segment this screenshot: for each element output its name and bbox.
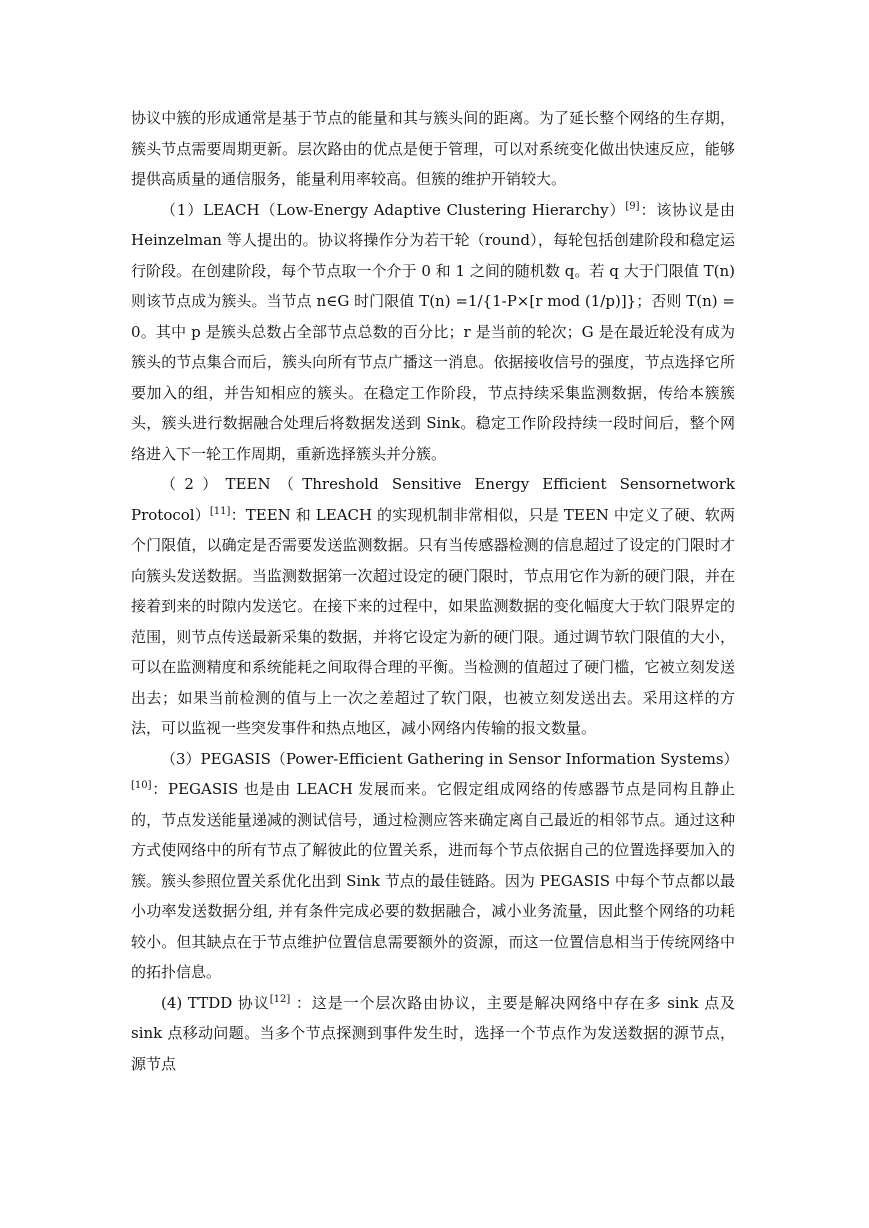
paragraph-text: ：PEGASIS 也是由 LEACH 发展而来。它假定组成网络的传感器节点是同构且静止的，节点发送能量递减的测试信号，通过检测应答来确定离自己最近的相邻节点。通过这种方式使网络中的所有节点了解彼此的位置关系，进而每个节点依据自己的位置选择要加入的簇。簇头参照位置关系优化出到 Sink 节点的最佳链路。因为 PEGASIS 中每个节点都以最小功率发送数据分组, 并有条件完成必要的数据融合，减小业务流量，因此整个网络的功耗较小。但其缺点在于节点维护位置信息需要额外的资源，而这一位置信息相当于传统网络中的拓扑信息。 [131,780,735,981]
paragraph-text: ：TEEN 和 LEACH 的实现机制非常相似，只是 TEEN 中定义了硬、软两个门限值，以确定是否需要发送监测数据。只有当传感器检测的信息超过了设定的门限时才向簇头发送数据。当监测数据第一次超过设定的硬门限时，节点用它作为新的硬门限，并在接着到来的时隙内发送它。在接下来的过程中，如果监测数据的变化幅度大于软门限界定的范围，则节点传送最新采集的数据，并将它设定为新的硬门限。通过调节软门限值的大小，可以在监测精度和系统能耗之间取得合理的平衡。当检测的值超过了硬门槛，它被立刻发送出去；如果当前检测的值与上一次之差超过了软门限，也被立刻发送出去。采用这样的方法，可以监视一些突发事件和热点地区，减小网络内传输的报文数量。 [131,505,735,737]
citation-ref: [11] [209,505,231,517]
paragraph-leach [131,195,735,470]
paragraph-ttdd [131,988,735,1080]
paragraph-lead: （3）PEGASIS（Power-Efficient Gathering in Sensor Information Systems） [161,749,739,768]
citation-ref: [9] [625,200,640,212]
paragraph-text: ：该协议是由 Heinzelman 等人提出的。协议将操作分为若干轮（round），每轮包括创建阶段和稳定运行阶段。在创建阶段，每个节点取一个介于 0 和 1 之间的随机数 q。若 q 大于门限值 T(n)则该节点成为簇头。当节点 n∈G 时门限值 T(n) =1/{1-P×[r mod (1/p)]}；否则 T(n) = 0。其中 p 是簇头总数占全部节点总数的百分比；r 是当前的轮次；G 是在最近轮没有成为簇头的节点集合而后，簇头向所有节点广播这一消息。依据接收信号的强度，节点选择它所要加入的组，并告知相应的簇头。在稳定工作阶段，节点持续采集监测数据，传给本簇簇头，簇头进行数据融合处理后将数据发送到 Sink。稳定工作阶段持续一段时间后，整个网络进入下一轮工作周期，重新选择簇头并分簇。 [131,200,735,463]
paragraph-intro [131,103,735,195]
paragraph-teen [131,469,735,744]
paragraph-text: 协议中簇的形成通常是基于节点的能量和其与簇头间的距离。为了延长整个网络的生存期，簇头节点需要周期更新。层次路由的优点是便于管理，可以对系统变化做出快速反应，能够提供高质量的通信服务，能量利用率较高。但簇的维护开销较大。 [131,109,735,188]
paragraph-pegasis [131,744,739,988]
citation-ref: [10] [131,780,152,791]
paragraph-text: ：这是一个层次路由协议，主要是解决网络中存在多 sink 点及 sink 点移动问题。当多个节点探测到事件发生时，选择一个节点作为发送数据的源节点，源节点 [131,993,735,1073]
paragraph-lead: （2）TEEN（Threshold Sensitive Energy Efficient Sensornetwork Protocol） [131,475,735,524]
paragraph-lead: （1）LEACH（Low-Energy Adaptive Clustering Hierarchy） [161,200,626,219]
paragraph-lead: (4) TTDD 协议 [161,993,270,1012]
citation-ref: [12] [269,993,291,1005]
